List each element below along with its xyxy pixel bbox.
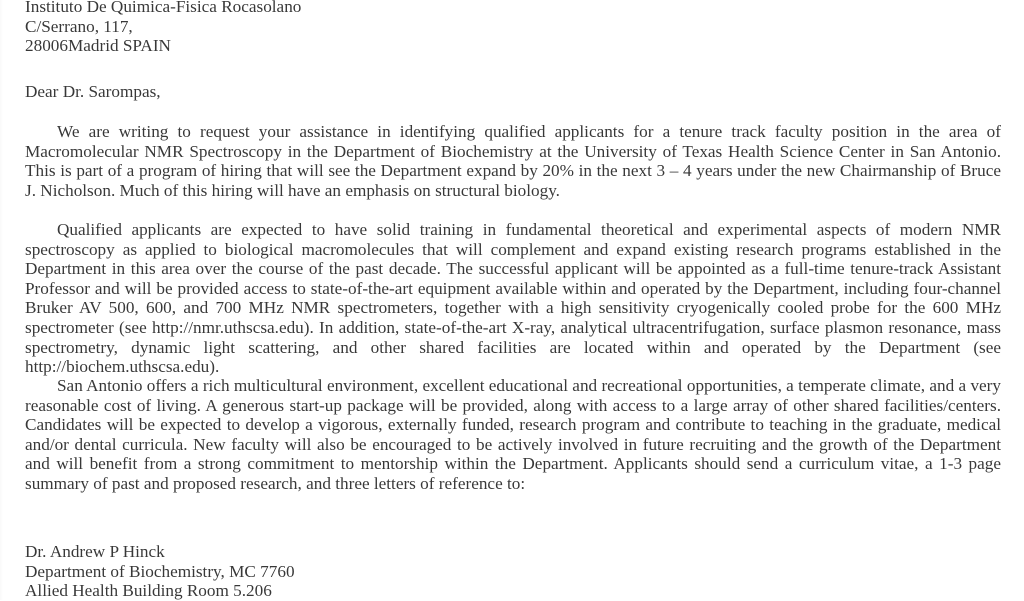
body-paragraph-3: San Antonio offers a rich multicultural environment, excellent educational and recreational opportunities, a temperate climate, and a very reasonable cost of living. A generous start-up package will be provided, along with access to a large array of other shared facilities/centers. Candidates will be expected to develop a vigorous, externally funded, research program and contribute to teaching in the graduate, medical and/or dental curricula. New faculty will also be encouraged to be actively involved in future recruiting and the growth of the Department and will benefit from a strong commitment to mentorship within the Department. Applicants should send a curriculum vitae, a 1-3 page summary of past and proposed research, and three letters of reference to: xyxy=(25,376,1001,493)
address-line-3: 28006Madrid SPAIN xyxy=(25,36,171,56)
address-block xyxy=(25,0,1001,56)
salutation-line: Dear Dr. Sarompas, xyxy=(25,82,161,101)
body-paragraph-3-container xyxy=(25,376,1001,494)
contact-line-department: Department of Biochemistry, MC 7760 xyxy=(25,561,295,581)
address-line-1: Instituto De Quimica-Fisica Rocasolano xyxy=(25,0,302,16)
body-paragraph-2: Qualified applicants are expected to have solid training in fundamental theoretical and experimental aspects of modern NMR spectroscopy as applied to biological macromolecules that will complement and expand existing research programs established in the Department in this area over the course of the past decade. The successful applicant will be appointed as a full-time tenure-track Assistant Professor and will be provided access to state-of-the-art equipment available within and operated by the Department, including four-channel Bruker AV 500, 600, and 700 MHz NMR spectrometers, together with a high sensitivity cryogenically cooled probe for the 600 MHz spectrometer (see http://nmr.uthscsa.edu). In addition, state-of-the-art X-ray, analytical ultracentrifugation, surface plasmon resonance, mass spectrometry, dynamic light scattering, and other shared facilities are located within and operated by the Department (see http://biochem.uthscsa.edu). xyxy=(25,220,1001,377)
contact-line-room: Allied Health Building Room 5.206 xyxy=(25,581,272,601)
salutation-block xyxy=(25,82,1001,102)
contact-line-name: Dr. Andrew P Hinck xyxy=(25,542,165,561)
address-line-2: C/Serrano, 117, xyxy=(25,16,133,36)
body-paragraph-1: We are writing to request your assistance in identifying qualified applicants for a tenure track faculty position in the area of Macromolecular NMR Spectroscopy in the Department of Biochemistry at the University of Texas Health Science Center in San Antonio. This is part of a program of hiring that will see the Department expand by 20% in the next 3 – 4 years under the new Chairmanship of Bruce J. Nicholson. Much of this hiring will have an emphasis on structural biology. xyxy=(25,122,1001,200)
contact-block xyxy=(25,542,1001,601)
body-paragraph-1-container xyxy=(25,122,1001,200)
body-paragraph-2-container xyxy=(25,220,1001,377)
scan-edge-smudge xyxy=(0,0,8,600)
